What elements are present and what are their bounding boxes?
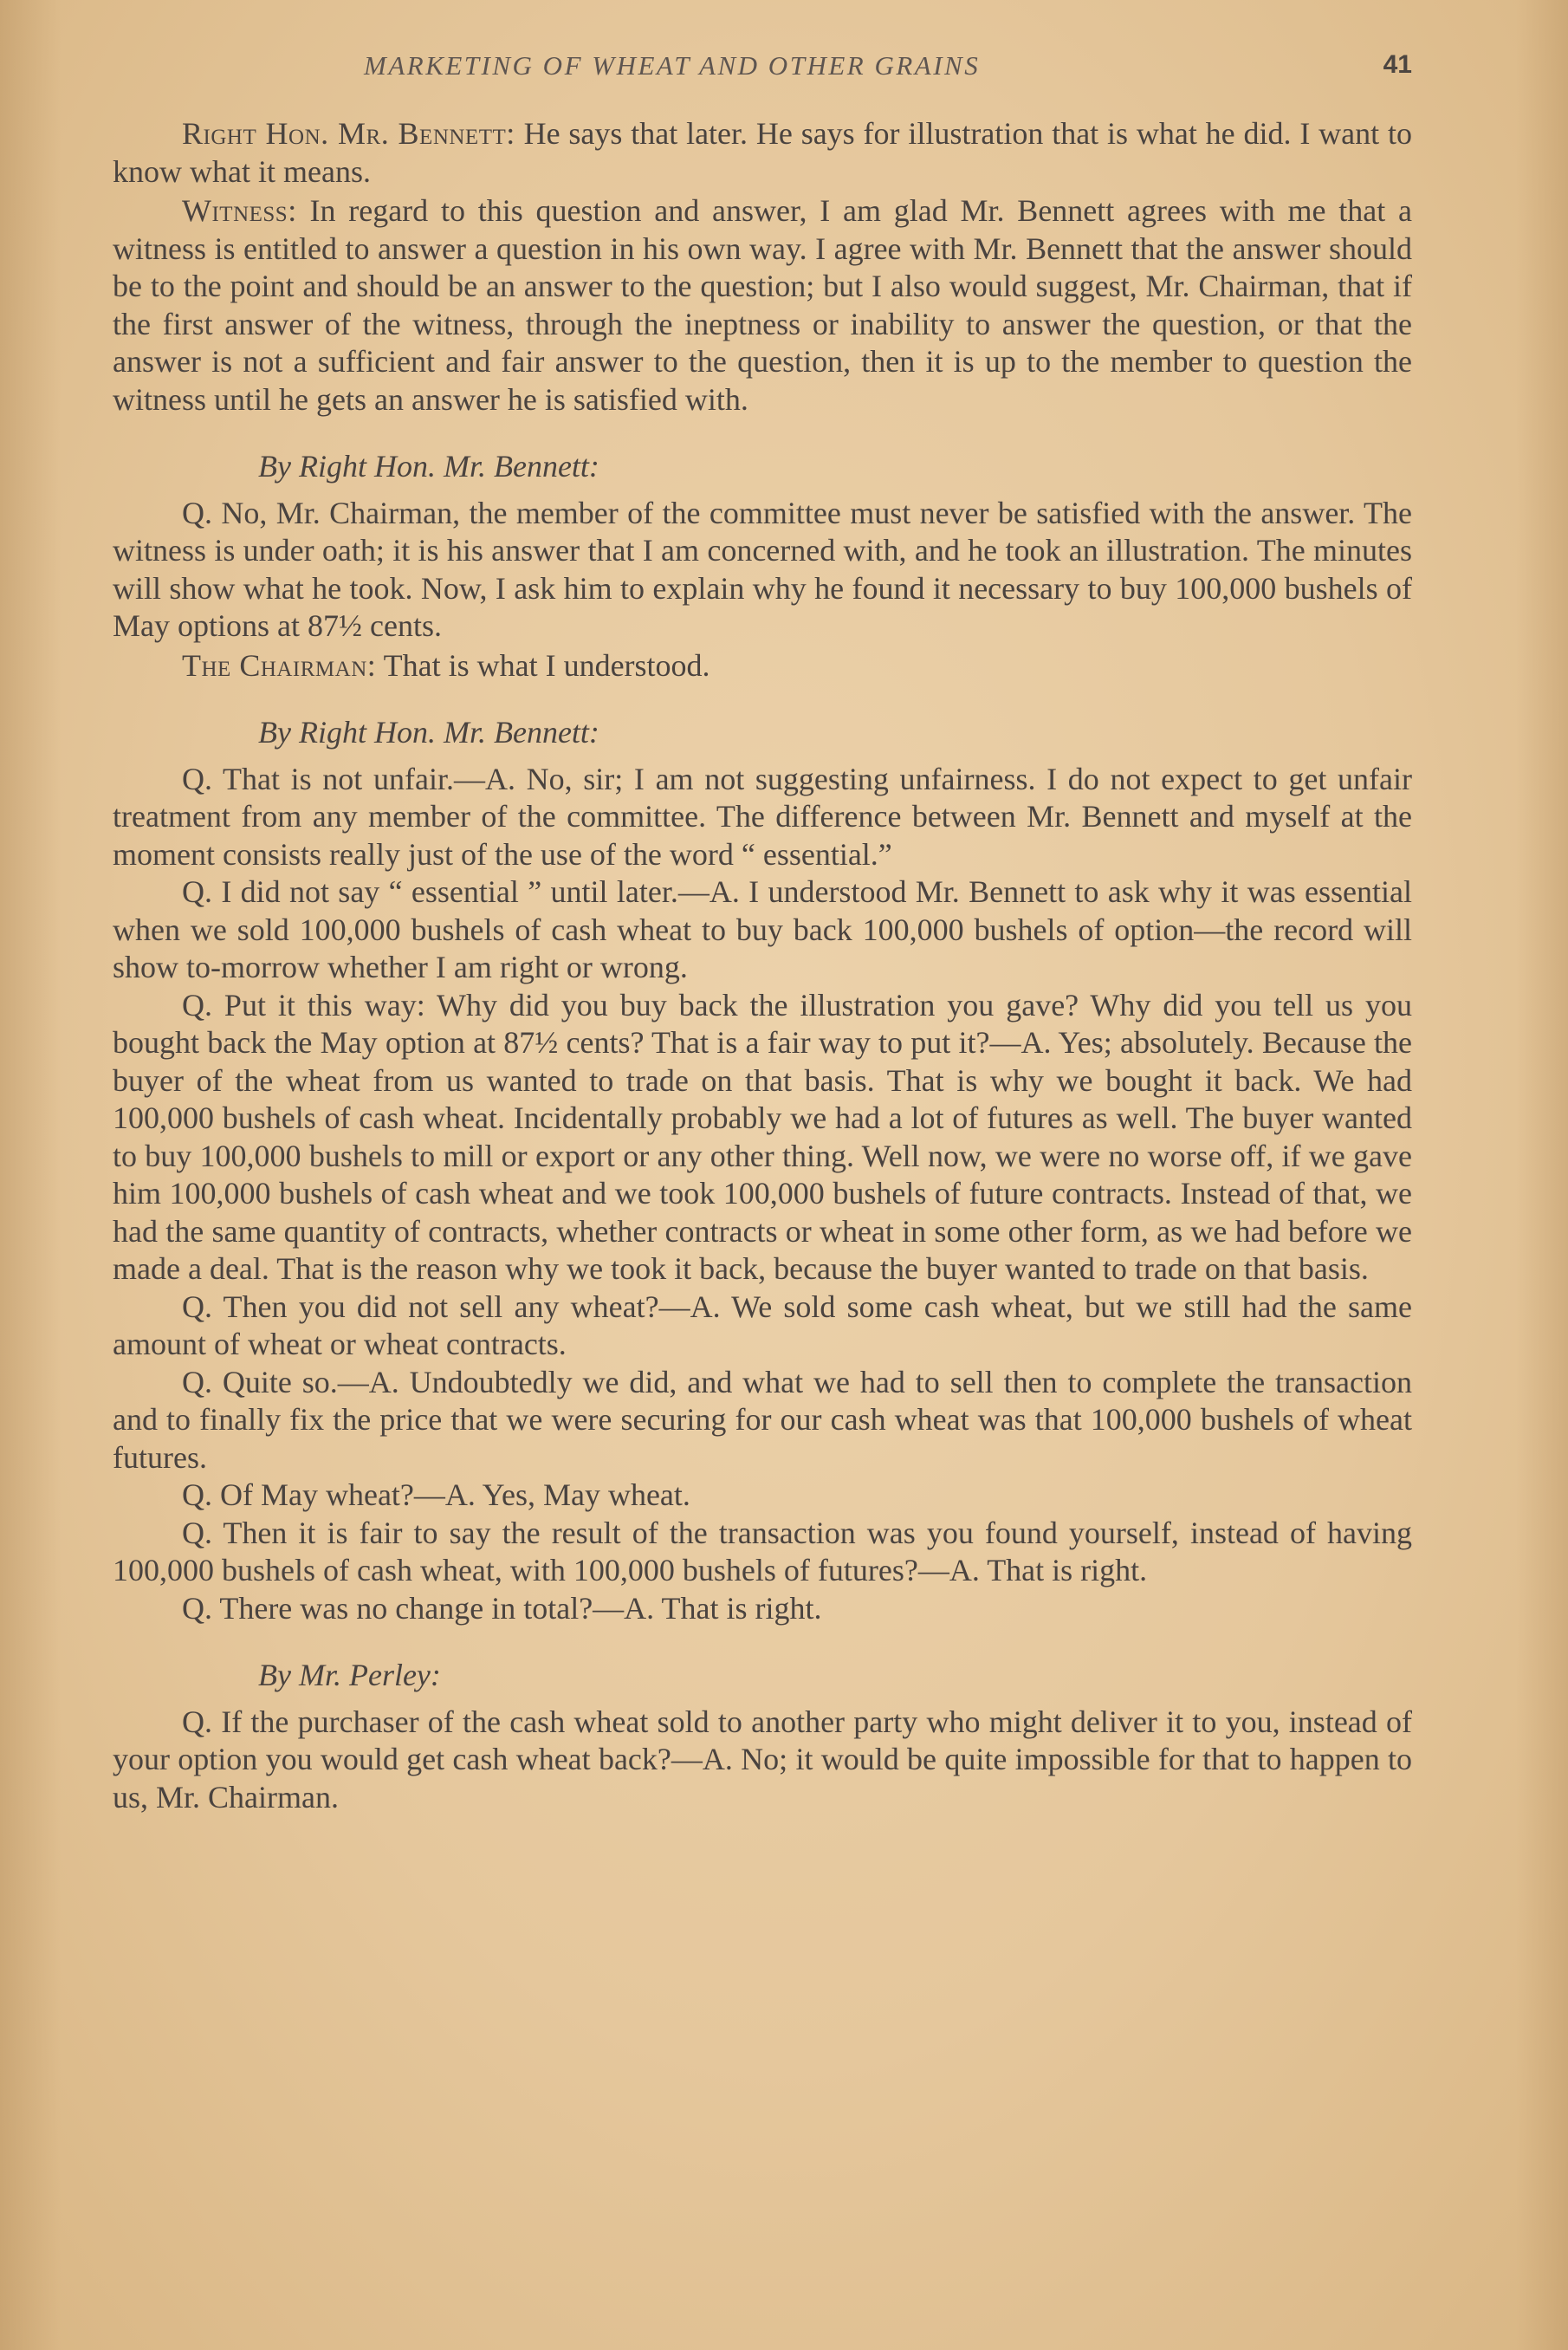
page-shadow-left	[0, 0, 61, 2350]
paragraph: Q. That is not unfair.—A. No, sir; I am not suggesting unfairness. I do not expect to get unfair treatment from any member of the committee. The difference between Mr. Bennett and myself at the moment consists really just of the use of the word “ essential.”	[113, 761, 1412, 872]
page-shadow-right	[1516, 0, 1568, 2350]
running-title: MARKETING OF WHEAT AND OTHER GRAINS	[364, 50, 981, 81]
paragraph: Q. There was no change in total?—A. That is right.	[182, 1590, 822, 1626]
paragraph: Q. No, Mr. Chairman, the member of the committee must never be satisfied with the answer. The witness is under oath; it is his answer that I am concerned with, and he took an illustration. The minutes will show what he took. Now, I ask him to explain why he found it necessary to buy 100,000 bushels of May options at 87½ cents.	[113, 495, 1412, 643]
paragraph-text: That is what I understood.	[376, 647, 710, 683]
paragraph-text: He says that later. He says for illustration that is what he did. I want to know what it means.	[113, 116, 1413, 189]
paragraph	[113, 647, 1412, 685]
paragraph: Q. Then you did not sell any wheat?—A. We sold some cash wheat, but we still had the same amount of wheat or wheat contracts.	[113, 1289, 1412, 1361]
paragraph: Q. Put it this way: Why did you buy back the illustration you gave? Why did you tell us you bought back the May option at 87½ cents? That is a fair way to put it?—A. Yes; absolutely. Because the buyer of the wheat from us wanted to trade on that basis. That is why we bought it back. We had 100,000 bushels of cash wheat. Incidentally probably we had a lot of futures as well. The buyer wanted to buy 100,000 bushels to mill or export or any other thing. Well now, we were no worse off, if we gave him 100,000 bushels of cash wheat and we took 100,000 bushels of future contracts. Instead of that, we had the same quantity of contracts, whether contracts or wheat in some other form, as we had before we made a deal. That is the reason why we took it back, because the buyer wanted to trade on that basis.	[113, 987, 1412, 1286]
section-heading: By Right Hon. Mr. Bennett:	[258, 449, 599, 484]
section-heading: By Mr. Perley:	[258, 1658, 441, 1692]
paragraph: Q. Quite so.—A. Undoubtedly we did, and what we had to sell then to complete the transaction and to finally fix the price that we were securing for our cash wheat was that 100,000 bushels of wheat futures.	[113, 1364, 1412, 1475]
page-number: 41	[1383, 50, 1412, 79]
section-heading: By Right Hon. Mr. Bennett:	[258, 715, 599, 750]
paragraph-text: In regard to this question and answer, I am glad Mr. Bennett agrees with me that a witness is entitled to answer a question in his own way. I agree with Mr. Bennett that the answer should be to the point and should be an answer to the question; but I also would suggest, Mr. Chairman, that if the first answer of the witness, through the ineptness or inability to answer the question, or that the answer is not a sufficient and fair answer to the question, then it is up to the member to question the witness until he gets an answer he is satisfied with.	[113, 193, 1412, 417]
paragraph: Q. Of May wheat?—A. Yes, May wheat.	[182, 1477, 690, 1512]
paragraph: Q. Then it is fair to say the result of the transaction was you found yourself, instead of having 100,000 bushels of cash wheat, with 100,000 bushels of futures?—A. That is right.	[113, 1515, 1412, 1587]
page-body	[113, 115, 1412, 1816]
paragraph	[113, 115, 1412, 191]
paragraph: Q. If the purchaser of the cash wheat sold to another party who might deliver it to you, instead of your option you would get cash wheat back?—A. No; it would be quite impossible for that to happen to us, Mr. Chairman.	[113, 1704, 1412, 1814]
page-header	[113, 50, 1412, 94]
speaker-label: Witness:	[182, 193, 297, 228]
speaker-label: The Chairman:	[182, 647, 377, 683]
paragraph: Q. I did not say “ essential ” until later.—A. I understood Mr. Bennett to ask why it was essential when we sold 100,000 bushels of cash wheat to buy back 100,000 bushels of option—the record will show to-morrow whether I am right or wrong.	[113, 874, 1412, 984]
paragraph	[113, 192, 1412, 419]
speaker-label: Right Hon. Mr. Bennett:	[182, 116, 515, 151]
